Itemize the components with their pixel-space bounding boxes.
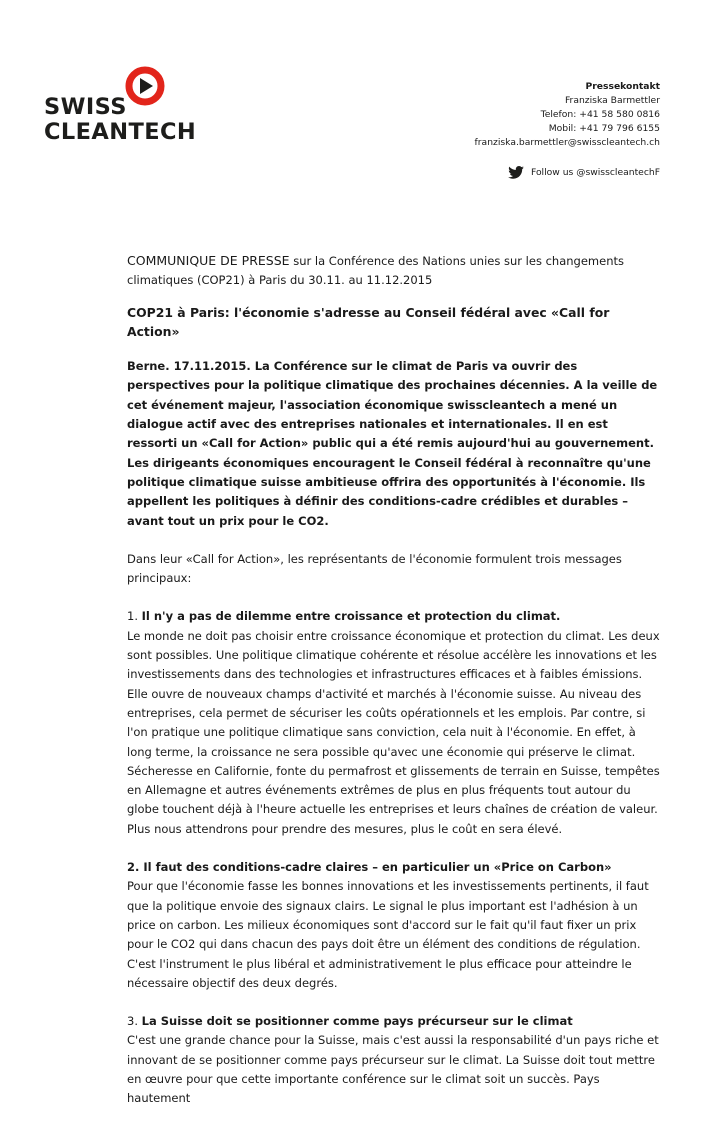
intro-paragraph: Dans leur «Call for Action», les représentants de l'économie formulent trois messages principaux: (127, 551, 622, 586)
contact-email-link[interactable]: franziska.barmettler@swisscleantech.ch (474, 137, 660, 148)
section-number: 3. (127, 1014, 142, 1029)
section-title-text: Il faut des conditions-cadre claires – en particulier un «Price on Carbon» (143, 860, 612, 875)
section-number: 1. (127, 609, 142, 624)
communique-heading (127, 251, 662, 291)
message-section-2 (127, 858, 662, 993)
section-title (127, 858, 662, 877)
communique-subtitle: sur la Conférence des Nations unies sur les changements climatiques (COP21) à Paris du 30.11. au 11.12.2015 (127, 254, 624, 288)
message-section-1 (127, 607, 662, 839)
follow-us-text: Follow us @swisscleantechF (530, 167, 660, 178)
page-title: COP21 à Paris: l'économie s'adresse au Conseil fédéral avec «Call for Action» (127, 304, 610, 339)
logo-text-cleantech: CLEANTECH (44, 119, 197, 145)
section-body: C'est une grande chance pour la Suisse, mais c'est aussi la responsabilité d'un pays riche et innovant de se positionner comme pays précurseur sur le climat. La Suisse doit tout mettre en œuvre pour que cette importante conférence sur le climat soit un succès. Pays hautement (127, 1033, 659, 1106)
swisscleantech-logo (44, 66, 204, 146)
section-body: Le monde ne doit pas choisir entre croissance économique et protection du climat. Les deux sont possibles. Une politique climatique cohérente et résolue accélère les innovations et les investissements dans des technologies et infrastructures efficaces et à faibles émissions. Elle ouvre de nouveaux champs d'activité et marchés à l'économie suisse. Au niveau des entreprises, cela permet de sécuriser les coûts opérationnels et les emplois. Par contre, si l'on pratique une politique climatique sans conviction, cela nuit à l'économie. En effet, à long terme, la croissance ne sera possible qu'avec une économie qui préserve le climat. Sécheresse en Californie, fonte du permafrost et glissements de terrain en Suisse, tempêtes en Allemagne et autres événements extrêmes de plus en plus fréquents tout autour du globe touchent déjà à l'heure actuelle les entreprises et leurs chaînes de création de valeur. Plus nous attendrons pour prendre des mesures, plus le coût en sera élevé. (127, 628, 660, 836)
press-contact-heading: Pressekontakt (585, 81, 660, 92)
section-number: 2. (127, 860, 144, 875)
message-section-3 (127, 1012, 662, 1108)
play-circle-icon (125, 66, 165, 106)
lead-paragraph: Berne. 17.11.2015. La Conférence sur le climat de Paris va ouvrir des perspectives pour la politique climatique des prochaines décennies. A la veille de cet événement majeur, l'association économique swisscleantech a mené un dialogue actif avec des entreprises nationales et internationales. Il en est ressorti un «Call for Action» public qui a été remis aujourd'hui au gouvernement. Les dirigeants économiques encouragent le Conseil fédéral à reconnaître qu'une politique climatique suisse ambitieuse offrira des opportunités à l'économie. Ils appellent les politiques à définir des conditions-cadre crédibles et durables – avant tout un prix pour le CO2. (127, 359, 658, 528)
section-body: Pour que l'économie fasse les bonnes innovations et les investissements pertinents, il faut que la politique envoie des signaux clairs. Le signal le plus important est l'adhésion à un price on carbon. Les milieux économiques sont d'accord sur le fait qu'il faut fixer un prix pour le CO2 qui dans chacun des pays doit être un élément des conditions de régulation. C'est l'instrument le plus libéral et administrativement le plus efficace pour atteindre le nécessaire objectif des deux degrés. (127, 879, 649, 990)
contact-name: Franziska Barmettler (564, 95, 660, 106)
press-release-body (127, 251, 662, 1128)
section-title (127, 607, 662, 626)
contact-mobile: Mobil: +41 79 796 6155 (548, 123, 660, 134)
section-title-text: Il n'y a pas de dilemme entre croissance et protection du climat. (141, 609, 561, 624)
logo-text-swiss: SWISS (44, 94, 127, 120)
section-title-text: La Suisse doit se positionner comme pays précurseur sur le climat (141, 1014, 573, 1029)
contact-phone: Telefon: +41 58 580 0816 (540, 109, 660, 120)
section-title (127, 1012, 662, 1031)
communique-label: COMMUNIQUE DE PRESSE (127, 253, 290, 268)
press-contact-block (475, 80, 660, 150)
twitter-bird-icon (508, 166, 524, 179)
follow-us-twitter[interactable] (508, 166, 660, 179)
